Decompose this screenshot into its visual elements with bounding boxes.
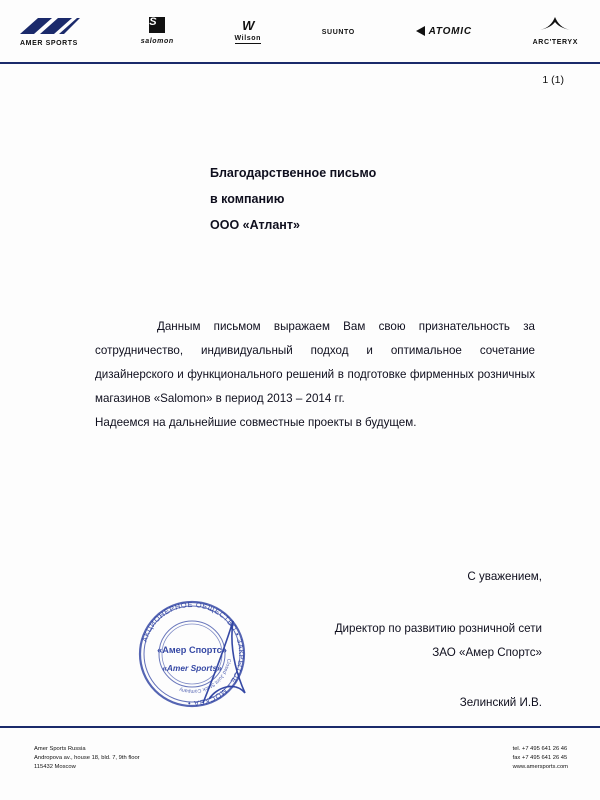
signature-role: Директор по развитию розничной сети — [334, 622, 542, 635]
document-body — [95, 315, 535, 435]
footer-address — [34, 745, 140, 772]
page-number: 1 (1) — [542, 74, 564, 86]
signature-name: Зелинский И.В. — [459, 696, 542, 709]
logo-amer-sports — [18, 15, 80, 47]
wilson-wordmark: Wilson — [234, 34, 261, 42]
title-line-1: Благодарственное письмо — [210, 166, 377, 180]
atomic-wordmark: ATOMIC — [428, 25, 472, 37]
document-footer — [34, 745, 568, 772]
amer-sports-wordmark: AMER SPORTS — [20, 40, 78, 47]
footer-contacts — [513, 745, 568, 772]
salomon-wordmark: salomon — [140, 38, 174, 45]
suunto-wordmark: SUUNTO — [321, 29, 355, 36]
title-line-2: в компанию — [210, 192, 285, 206]
signature-company: ЗАО «Амер Спортс» — [432, 646, 542, 659]
company-stamp — [133, 595, 251, 713]
svg-text:«Amer Sports»: «Amer Sports» — [162, 663, 222, 673]
logo-atomic — [416, 26, 472, 37]
signature-regards: С уважением, — [467, 570, 542, 583]
logo-salomon — [141, 17, 174, 45]
logo-arcteryx — [533, 16, 578, 46]
svg-text:АКЦИОНЕРНОЕ ОБЩЕСТВО • ЗАКРЫТО: АКЦИОНЕРНОЕ ОБЩЕСТВО • ЗАКРЫТОЕ • МОСКВА • — [139, 599, 247, 709]
footer-website[interactable]: www.amersports.com — [512, 764, 568, 770]
atomic-triangle-icon — [416, 26, 425, 36]
brand-header — [0, 0, 600, 62]
arcteryx-wordmark: ARC'TERYX — [532, 39, 578, 46]
signature-block — [335, 565, 542, 715]
body-paragraph-1: Данным письмом выражаем Вам свою признательность за сотрудничество, индивидуальный подход и оптимальное сочетание дизайнерского и функционального решений в подготовке фирменных розничных магазинов «Salomon» в период 2013 – 2014 гг. — [95, 320, 535, 405]
amer-sports-chevron-icon — [18, 15, 80, 37]
title-line-3: ООО «Атлант» — [210, 218, 300, 232]
header-divider — [0, 62, 600, 64]
footer-address-line-3: 115432 Moscow — [34, 764, 76, 770]
logo-suunto — [322, 26, 355, 36]
arcteryx-bird-icon — [538, 16, 572, 36]
document-title — [210, 160, 376, 238]
salomon-s-icon: S — [149, 17, 165, 33]
footer-fax: fax +7 495 641 26 45 — [512, 755, 568, 761]
footer-address-line-1: Amer Sports Russia — [34, 746, 86, 752]
svg-text:«Амер Спортс»: «Амер Спортс» — [157, 645, 227, 655]
logo-wilson — [235, 19, 261, 44]
footer-tel: tel. +7 495 641 26 46 — [512, 746, 568, 752]
body-paragraph-2: Надеемся на дальнейшие совместные проекты в будущем. — [95, 416, 417, 429]
svg-text:Closed Joint Stock Company: Closed Joint Stock Company — [178, 658, 232, 695]
footer-divider — [0, 726, 600, 728]
wilson-w-icon: W — [242, 17, 254, 33]
footer-address-line-2: Andropova av., house 18, bld. 7, 9th floor — [34, 755, 140, 761]
